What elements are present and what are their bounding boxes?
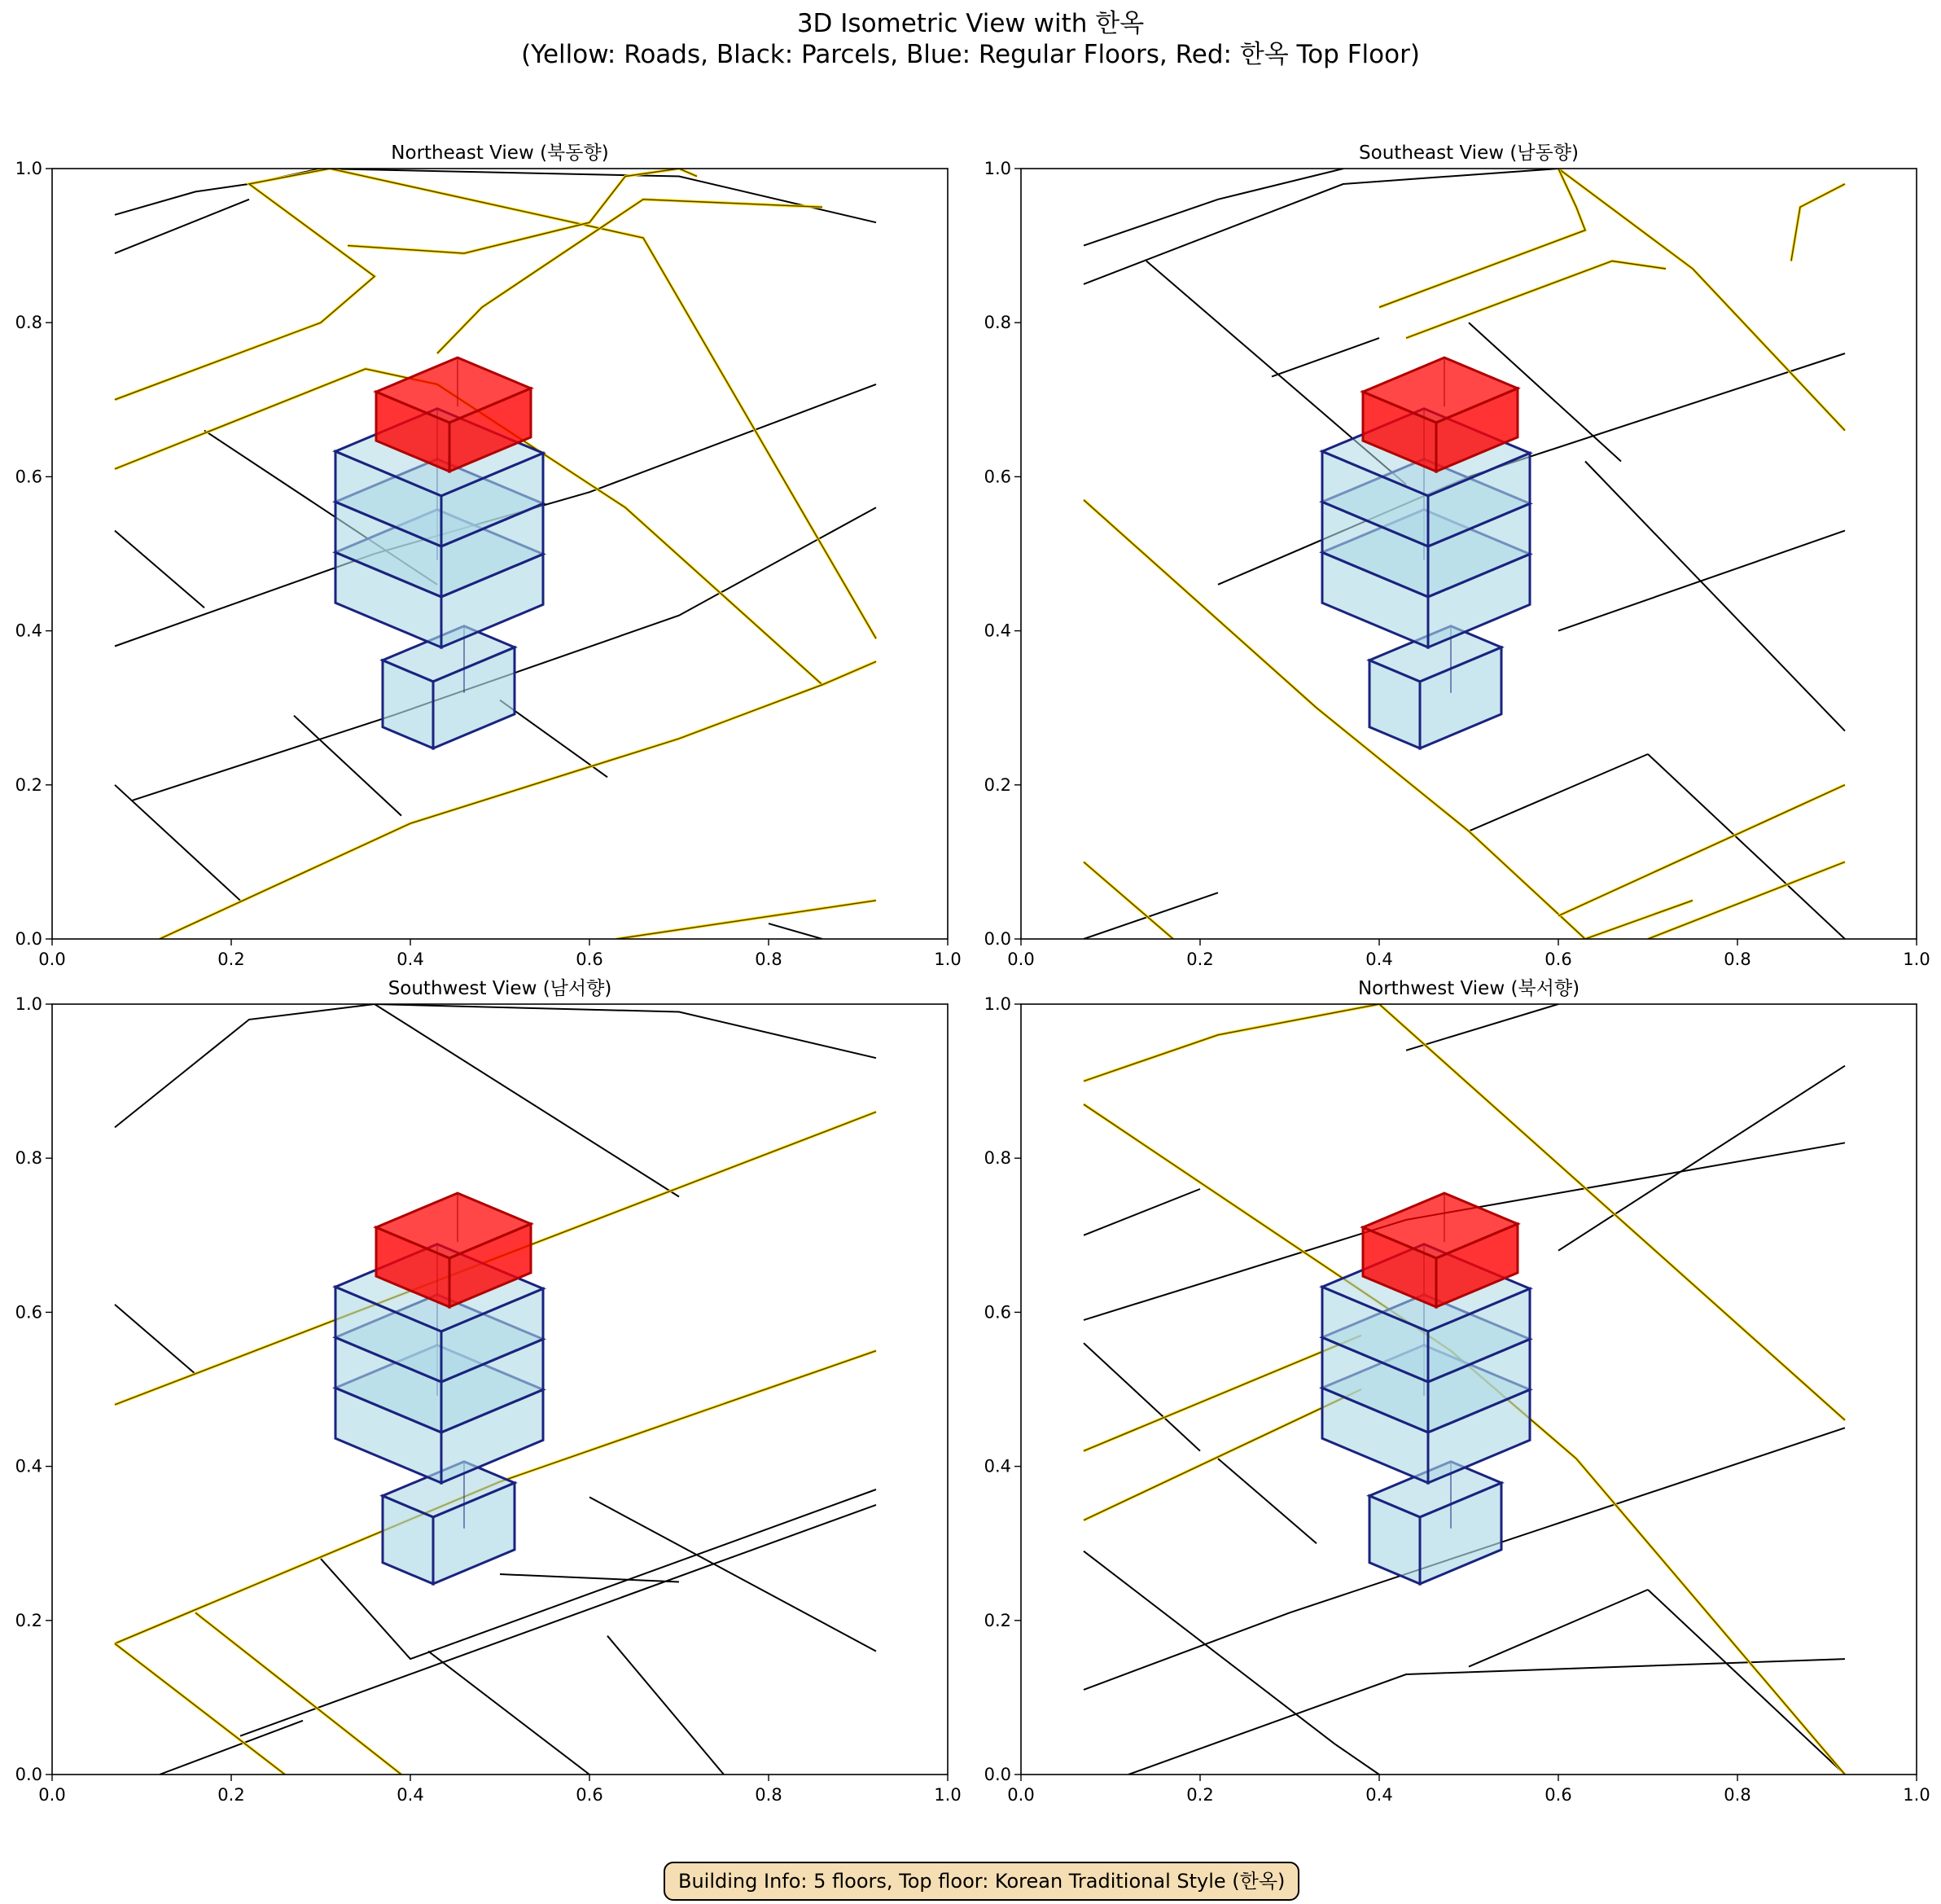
road-edge-line [1791,184,1845,261]
x-tick-label: 0.4 [397,950,424,969]
parcel-line [1585,462,1845,731]
parcel-line [1648,754,1845,939]
x-tick-label: 0.8 [755,1785,782,1805]
parcel-line [1128,1659,1845,1775]
road-edge-line [1084,1004,1379,1081]
road-edge-line [160,661,876,939]
parcel-line [115,1004,876,1127]
road-edge-line [437,200,822,353]
y-tick-label: 0.2 [15,774,42,795]
y-tick-label: 0.8 [15,313,42,333]
parcel-line [115,169,876,222]
subplot-4 [984,978,1930,1805]
building [1322,358,1530,748]
x-tick-label: 0.0 [38,950,66,969]
subplot-3 [15,978,962,1805]
road-edge-line [1558,169,1845,431]
x-tick-label: 0.4 [1365,1785,1393,1805]
building [335,358,543,748]
x-tick-label: 0.2 [217,1785,245,1805]
y-tick-label: 0.0 [15,929,42,949]
y-tick-label: 1.0 [984,159,1011,178]
parcel-line [375,1004,679,1197]
subplot-title: Northwest View (북서향) [1357,978,1580,999]
subplot-2 [984,143,1930,969]
x-tick-label: 0.6 [1544,1785,1572,1805]
y-tick-label: 0.8 [15,1148,42,1169]
x-tick-label: 0.0 [38,1785,66,1805]
y-tick-label: 0.8 [984,313,1011,333]
parcel-line [1084,1189,1200,1235]
parcel-line [160,1721,303,1775]
y-tick-label: 0.0 [984,929,1011,949]
parcel-line [1469,754,1648,831]
parcel-line [240,1505,876,1736]
x-tick-label: 0.0 [1007,950,1035,969]
subplot-title: Southeast View (남동향) [1359,143,1579,164]
parcel-line [115,785,240,901]
parcel-line [1218,353,1845,585]
plot-area [115,1004,876,1775]
x-tick-label: 0.6 [576,950,603,969]
subplot-1 [15,143,962,969]
parcel-line [1272,338,1379,376]
parcel-line [1084,1343,1200,1451]
road-line [1379,169,1585,307]
x-tick-label: 0.0 [1007,1785,1035,1805]
x-tick-label: 0.4 [397,1785,424,1805]
x-tick-label: 0.2 [1186,950,1214,969]
subplot-title: Southwest View (남서향) [388,978,612,999]
road-edge-line [1084,862,1173,939]
x-tick-label: 0.6 [576,1785,603,1805]
parcel-line [428,1652,589,1775]
parcel-line [607,1636,724,1775]
y-tick-label: 0.6 [984,467,1011,487]
x-tick-label: 1.0 [934,950,962,969]
parcel-line [1084,893,1218,939]
parcel-line [115,200,249,253]
x-tick-label: 0.6 [1544,950,1572,969]
x-tick-label: 1.0 [1903,950,1930,969]
x-tick-label: 0.8 [755,950,782,969]
parcel-line [1648,1590,1845,1775]
parcel-line [1558,531,1845,631]
y-tick-label: 0.6 [15,1302,42,1323]
road-edge-line [1648,862,1845,939]
parcel-line [1406,1004,1558,1051]
road-edge-line [1084,1389,1361,1520]
road-edge-line [1585,901,1693,939]
plot-area [1084,1004,1845,1775]
parcel-line [769,923,822,939]
y-tick-label: 0.2 [15,1610,42,1630]
subplot-title: Northeast View (북동향) [391,143,609,164]
y-tick-label: 1.0 [984,994,1011,1014]
road-edge-line [1084,1336,1361,1451]
plot-area [115,169,876,939]
y-tick-label: 0.2 [984,1610,1011,1630]
figure-title-line2: (Yellow: Roads, Black: Parcels, Blue: Regular Floors, Red: 한옥 Top Floor) [521,40,1420,69]
parcel-line [1084,1551,1379,1775]
plot-area [1084,169,1845,939]
figure-title-line1: 3D Isometric View with 한옥 [796,9,1145,38]
x-tick-label: 0.8 [1724,1785,1751,1805]
road-edge-line [1406,261,1666,339]
building-info-box: Building Info: 5 floors, Top floor: Korean Traditional Style (한옥) [664,1862,1299,1901]
building [335,1193,543,1584]
parcel-line [1218,1459,1317,1543]
road-line [1084,1004,1379,1081]
y-tick-label: 0.6 [15,467,42,487]
road-line [160,661,876,939]
building [1322,1193,1530,1584]
x-tick-label: 0.2 [217,950,245,969]
parcel-line [500,1574,679,1582]
y-tick-label: 0.2 [984,774,1011,795]
x-tick-label: 0.8 [1724,950,1751,969]
road-line [1558,169,1845,431]
y-tick-label: 0.0 [15,1765,42,1784]
y-tick-label: 0.6 [984,1302,1011,1323]
road-edge-line [1379,169,1585,307]
y-tick-label: 0.4 [15,621,42,641]
parcel-line [115,531,204,608]
y-tick-label: 0.4 [984,621,1011,641]
road-line [1406,261,1666,339]
y-tick-label: 1.0 [15,994,42,1014]
parcel-line [115,1305,195,1374]
parcel-line [1469,1590,1648,1667]
x-tick-label: 1.0 [934,1785,962,1805]
y-tick-label: 0.4 [15,1456,42,1476]
y-tick-label: 1.0 [15,159,42,178]
road-line [1791,184,1845,261]
road-line [437,200,822,353]
x-tick-label: 0.2 [1186,1785,1214,1805]
y-tick-label: 0.0 [984,1765,1011,1784]
x-tick-label: 1.0 [1903,1785,1930,1805]
x-tick-label: 0.4 [1365,950,1393,969]
y-tick-label: 0.8 [984,1148,1011,1169]
y-tick-label: 0.4 [984,1456,1011,1476]
parcel-line [1558,1066,1845,1251]
road-edge-line [616,901,876,939]
